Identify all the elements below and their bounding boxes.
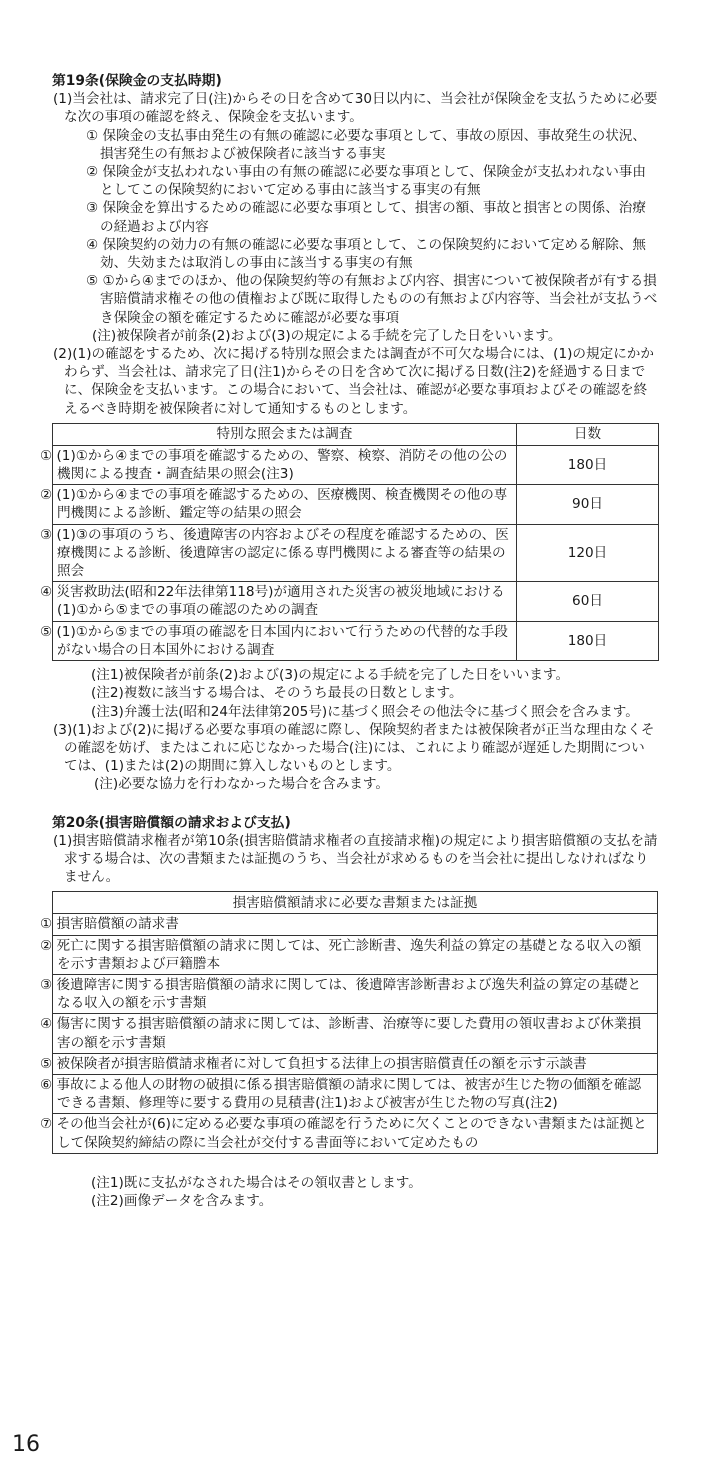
article-20-paragraph-1: (1)損害賠償請求権者が第10条(損害賠償請求権者の直接請求権)の規定により損害賠償額の支払を請求する場合は、次の書類または証拠のうち、当会社が求めるものを当会社に提出しなければなりません。	[53, 832, 658, 886]
table-row	[53, 1114, 658, 1153]
required-documents-table	[40, 891, 658, 1153]
article-19-item-1: ① 保険金の支払事由発生の有無の確認に必要な事項として、事故の原因、事故発生の状況、損害発生の有無および被保険者に該当する事実	[86, 127, 646, 162]
table-cell-document: ③ 後遺障害に関する損害賠償額の請求に関しては、後遺障害診断書および逸失利益の算定の基礎となる収入の額を示す書類	[53, 974, 658, 1013]
article-19-item-3: ③ 保険金を算出するための確認に必要な事項として、損害の額、事故と損害との関係、治療の経過および内容	[86, 200, 646, 235]
table-header-row	[53, 423, 659, 445]
table-row	[53, 621, 659, 660]
table-cell-document: ⑥ 事故による他人の財物の破損に係る損害賠償額の請求に関しては、被害が生じた物の価額を確認できる書類、修理等に要する費用の見積書(注1)および被害が生じた物の写真(注2)	[53, 1074, 658, 1113]
article-20-note-1: (注1)既に支払がなされた場合はその領収書とします。	[91, 1174, 422, 1191]
table-cell-inquiry: ④ 災害救助法(昭和22年法律第118号)が適用された災害の被災地域における(1)①から⑤までの事項の確認のための調査	[53, 582, 517, 621]
article-20-note-2: (注2)画像データを含みます。	[91, 1192, 273, 1209]
table-row	[53, 935, 658, 974]
table-cell-days: 180日	[517, 621, 659, 660]
table-cell-inquiry: ① (1)①から④までの事項を確認するための、警察、検察、消防その他の公の機関による捜査・調査結果の照会(注3)	[53, 445, 517, 484]
article-19-note-2: (注2)複数に該当する場合は、そのうち最長の日数とします。	[91, 685, 463, 702]
article-19-paragraph-3-note: (注)必要な協力を行わなかった場合を含みます。	[94, 776, 389, 793]
page-number: 16	[12, 1432, 40, 1457]
table-cell-document: ⑦ その他当会社が(6)に定める必要な事項の確認を行うために欠くことのできない書類または証拠として保険契約締結の際に当会社が交付する書面等において定めたもの	[53, 1114, 658, 1153]
article-19-note-1: (注1)被保険者が前条(2)および(3)の規定による手続を完了した日をいいます。	[91, 667, 570, 684]
table-cell-inquiry: ③ (1)③の事項のうち、後遺障害の内容およびその程度を確認するための、医療機関による診断、後遺障害の認定に係る専門機関による審査等の結果の照会	[53, 524, 517, 582]
table-header-inquiry: 特別な照会または調査	[53, 423, 517, 445]
table-cell-document: ④ 傷害に関する損害賠償額の請求に関しては、診断書、治療等に要した費用の領収書および休業損害の額を示す書類	[53, 1014, 658, 1053]
article-20-title: 第20条(損害賠償額の請求および支払)	[52, 814, 291, 831]
article-19-note-3: (注3)弁護士法(昭和24年法律第205号)に基づく照会その他法令に基づく照会を含みます。	[91, 703, 639, 720]
article-19-item-5: ⑤ ①から④までのほか、他の保険契約等の有無および内容、損害について被保険者が有する損害賠償請求権その他の債権および既に取得したものの有無および内容等、当会社が支払うべき保険金の額を確定するために確認が必要な事項	[86, 273, 658, 326]
table-row	[53, 524, 659, 582]
table-row	[53, 445, 659, 484]
article-19-paragraph-2: (2)(1)の確認をするため、次に掲げる特別な照会または調査が不可欠な場合には、(1)の規定にかかわらず、当会社は、請求完了日(注1)からその日を含めて次に掲げる日数(注2)を経過する日までに、保険金を支払います。この場合において、当会社は、確認が必要な事項およびその確認を終えるべき時期を被保険者に対して通知するものとします。	[53, 346, 654, 417]
table-row	[53, 1074, 658, 1113]
article-19-title: 第19条(保険金の支払時期)	[52, 73, 222, 89]
table-header-row	[53, 892, 658, 914]
table-header-days: 日数	[517, 423, 659, 445]
table-row	[53, 914, 658, 935]
table-cell-document: ② 死亡に関する損害賠償額の請求に関しては、死亡診断書、逸失利益の算定の基礎となる収入の額を示す書類および戸籍謄本	[53, 935, 658, 974]
table-row	[53, 485, 659, 524]
article-19-paragraph-1: (1)当会社は、請求完了日(注)からその日を含めて30日以内に、当会社が保険金を支払うために必要な次の事項の確認を終え、保険金を支払います。	[53, 91, 658, 126]
table-row	[53, 974, 658, 1013]
article-19-paragraph-3: (3)(1)および(2)に掲げる必要な事項の確認に際し、保険契約者または被保険者が正当な理由なくその確認を妨げ、またはこれに応じなかった場合(注)には、これにより確認が遅延した期間については、(1)または(2)の期間に算入しないものとします。	[53, 721, 655, 775]
article-19-item-2: ② 保険金が支払われない事由の有無の確認に必要な事項として、保険金が支払われない事由としてこの保険契約において定める事由に該当する事実の有無	[86, 164, 646, 199]
table-cell-days: 60日	[517, 582, 659, 621]
table-row	[53, 1053, 658, 1074]
table-cell-document: ① 損害賠償額の請求書	[53, 914, 658, 935]
table-cell-inquiry: ② (1)①から④までの事項を確認するための、医療機関、検査機関その他の専門機関による診断、鑑定等の結果の照会	[53, 485, 517, 524]
document-content	[40, 72, 658, 1210]
table-cell-document: ⑤ 被保険者が損害賠償請求権者に対して負担する法律上の損害賠償責任の額を示す示談書	[53, 1053, 658, 1074]
table-header-documents: 損害賠償額請求に必要な書類または証拠	[53, 892, 658, 914]
table-cell-inquiry: ⑤ (1)①から⑤までの事項の確認を日本国内において行うための代替的な手段がない場合の日本国外における調査	[53, 621, 517, 660]
table-row	[53, 1014, 658, 1053]
table-cell-days: 120日	[517, 524, 659, 582]
article-19-paragraph-1-note: (注)被保険者が前条(2)および(3)の規定による手続を完了した日をいいます。	[92, 327, 562, 344]
table-cell-days: 180日	[517, 445, 659, 484]
table-cell-days: 90日	[517, 485, 659, 524]
table-row	[53, 582, 659, 621]
article-19-item-4: ④ 保険契約の効力の有無の確認に必要な事項として、この保険契約において定める解除、無効、失効または取消しの事由に該当する事実の有無	[86, 236, 646, 272]
special-inquiry-table	[40, 423, 659, 661]
